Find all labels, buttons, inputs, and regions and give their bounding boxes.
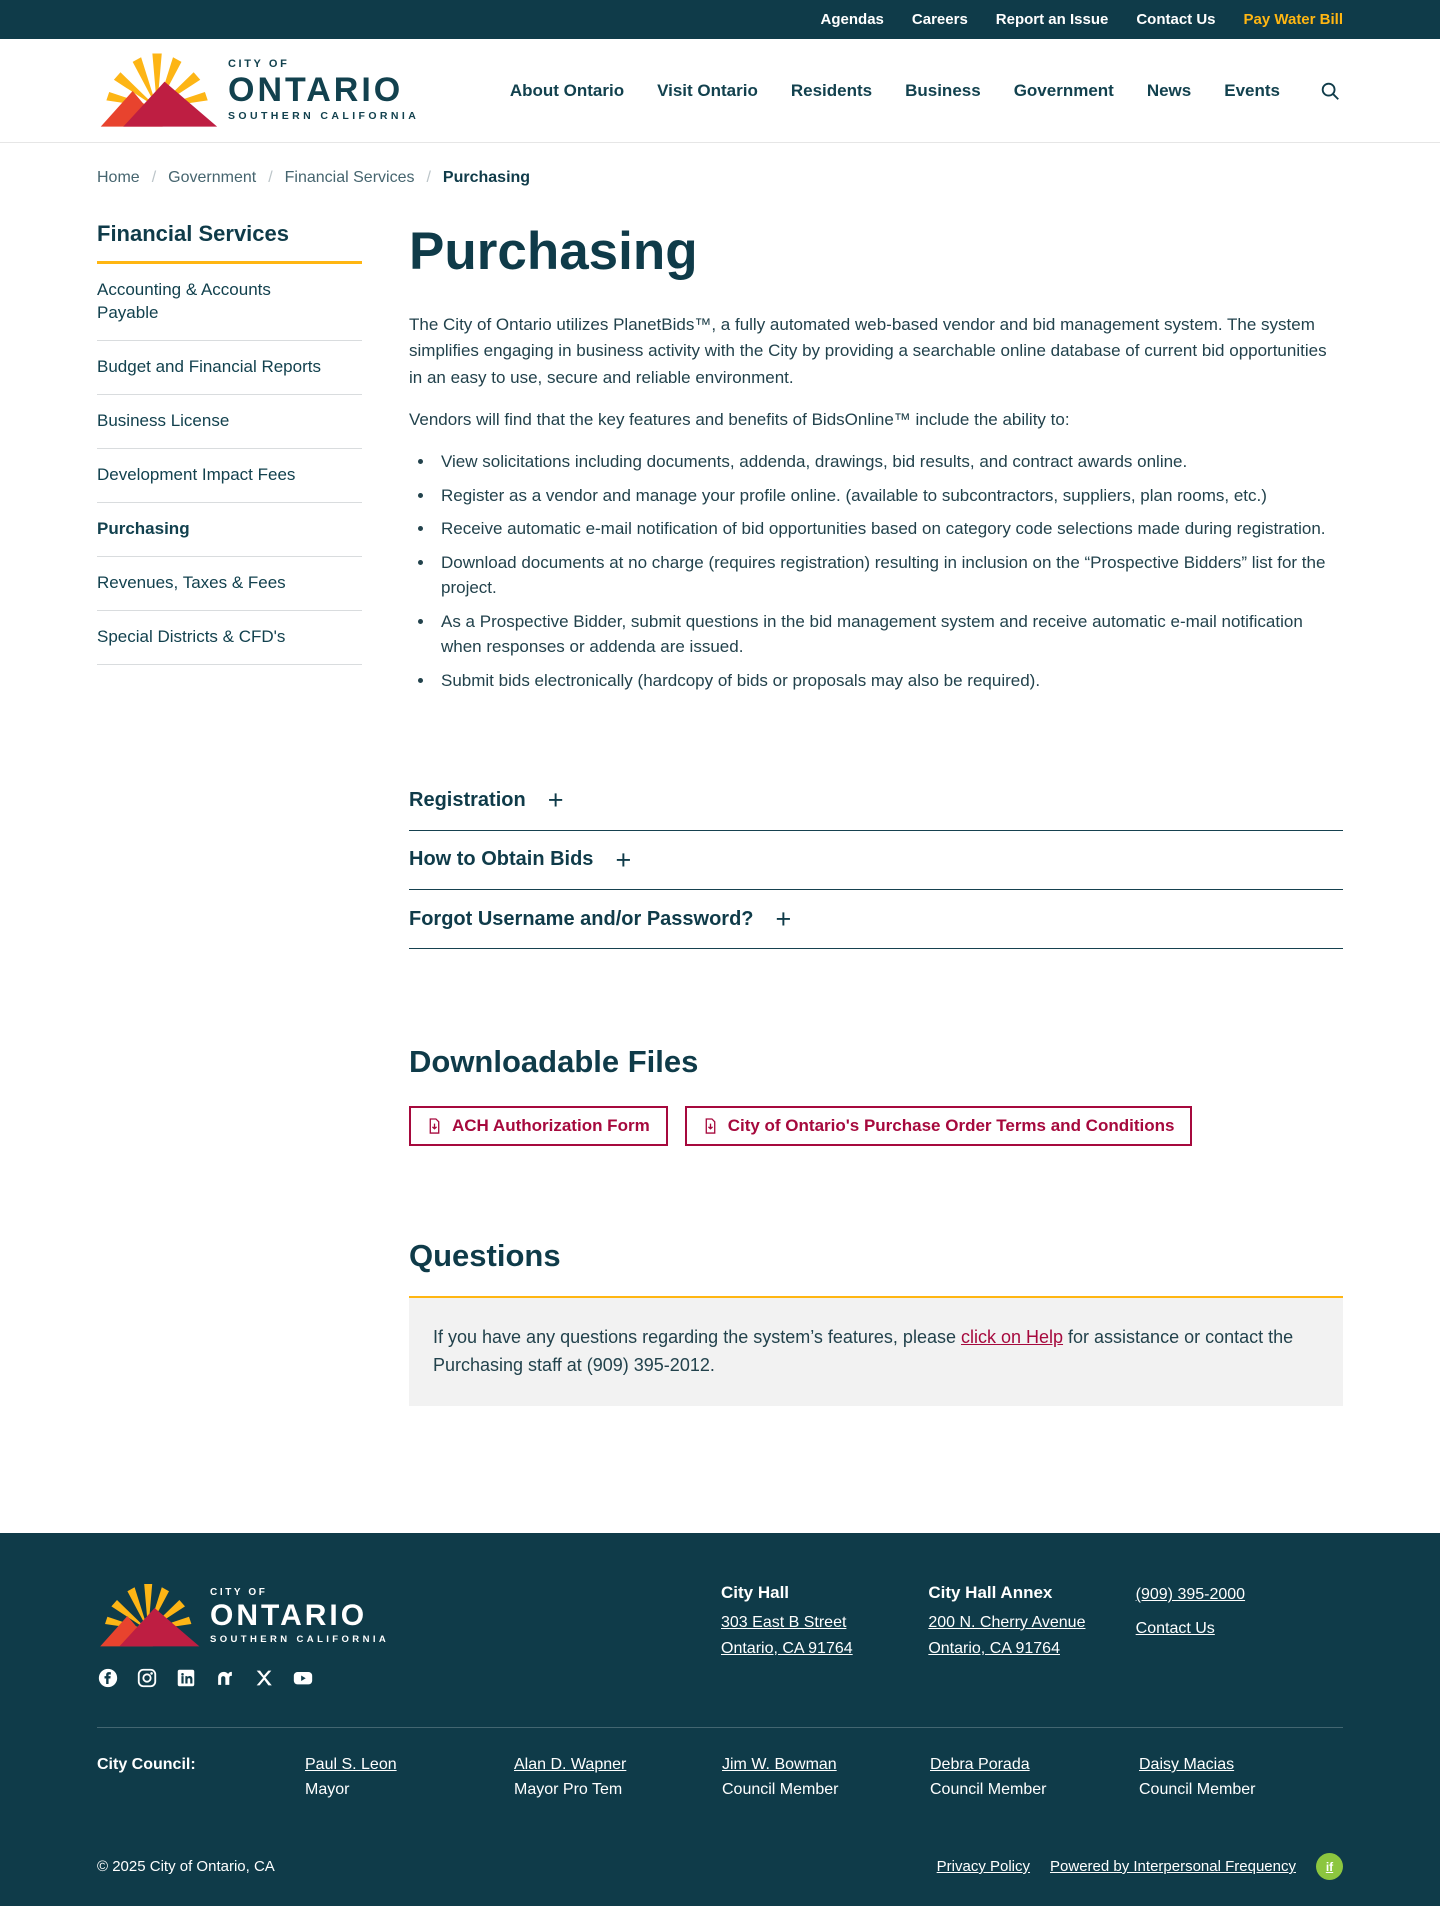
footer-contact <box>1136 1583 1343 1689</box>
page-body <box>0 221 1440 1533</box>
privacy-policy-link[interactable]: Privacy Policy <box>936 1858 1031 1875</box>
sidebar-list <box>97 264 362 665</box>
sidebar-item-special-districts-cfds[interactable]: Special Districts & CFD's <box>97 611 362 665</box>
accordion-title: How to Obtain Bids <box>409 848 594 871</box>
questions-text-before: If you have any questions regarding the system’s features, please <box>433 1327 961 1348</box>
sidebar-title: Financial Services <box>97 221 362 264</box>
breadcrumb <box>0 143 1440 187</box>
breadcrumb-separator: / <box>151 169 157 186</box>
footer-bottom <box>97 1853 1343 1880</box>
breadcrumb-current: Purchasing <box>442 169 531 186</box>
sidebar-item-development-impact-fees[interactable]: Development Impact Fees <box>97 449 362 503</box>
download-button-label: ACH Authorization Form <box>452 1116 650 1136</box>
download-button-label: City of Ontario's Purchase Order Terms and Conditions <box>727 1116 1175 1136</box>
footer-top <box>97 1583 1343 1689</box>
council-member <box>722 1756 930 1799</box>
powered-by-link[interactable]: Powered by Interpersonal Frequency <box>1050 1858 1296 1875</box>
click-on-help-link[interactable]: click on Help <box>960 1327 1064 1348</box>
annex-address-link[interactable]: 200 N. Cherry Avenue <box>928 1614 1086 1631</box>
sidebar-item-revenues-taxes-fees[interactable]: Revenues, Taxes & Fees <box>97 557 362 611</box>
feature-item: • Download documents at no charge (requires registration) resulting in inclusion on the “Prospective Bidders” list for the project. <box>435 550 1343 601</box>
nav-government[interactable]: Government <box>1013 80 1114 100</box>
page-title: Purchasing <box>409 222 698 281</box>
download-buttons <box>409 1106 1343 1146</box>
breadcrumb-separator: / <box>426 169 431 186</box>
breadcrumb-financial-services[interactable]: Financial Services <box>284 169 415 186</box>
council-member-role: Council Member <box>1139 1781 1256 1798</box>
plus-icon: + <box>615 844 632 875</box>
questions-section <box>409 1238 1343 1406</box>
topbar-link-contact-us[interactable]: Contact Us <box>1136 11 1216 28</box>
accordion-registration[interactable] <box>409 771 1343 830</box>
city-hall-title: City Hall <box>721 1583 790 1602</box>
download-icon <box>427 1118 442 1134</box>
topbar-link-pay-water-bill[interactable]: Pay Water Bill <box>1243 11 1343 28</box>
search-icon <box>1319 80 1341 102</box>
council-member-name[interactable]: Alan D. Wapner <box>514 1756 627 1773</box>
interpersonal-frequency-icon[interactable]: if <box>1316 1853 1343 1880</box>
intro-paragraph: The City of Ontario utilizes PlanetBids™, a fully automated web-based vendor and bid management system. The system simplifies engaging in business activity with the City by providing a searchable online database of current bid opportunities in an easy to use, secure and reliable environment. <box>409 315 1327 387</box>
footer-city-hall-annex <box>928 1583 1135 1689</box>
instagram-icon[interactable] <box>136 1667 158 1689</box>
council-member-role: Council Member <box>722 1781 839 1798</box>
copyright: © 2025 City of Ontario, CA <box>97 1858 275 1875</box>
annex-city-link[interactable]: Ontario, CA 91764 <box>928 1640 1060 1657</box>
council-member <box>514 1756 722 1799</box>
breadcrumb-government[interactable]: Government <box>168 169 257 186</box>
city-council-row <box>97 1756 1343 1799</box>
feature-item: • Submit bids electronically (hardcopy of bids or proposals may also be required). <box>435 668 1343 694</box>
footer-divider <box>97 1727 1343 1728</box>
sidebar-item-accounting-accounts-payable[interactable]: Accounting & Accounts Payable <box>97 264 362 341</box>
breadcrumb-separator: / <box>268 169 273 186</box>
main-content <box>409 221 1343 1406</box>
linkedin-icon[interactable] <box>175 1667 197 1689</box>
logo-name: ONTARIO <box>228 71 404 110</box>
city-hall-address-link[interactable]: 303 East B Street <box>721 1614 847 1631</box>
contact-us-link[interactable]: Contact Us <box>1135 1620 1215 1637</box>
logo-name: ONTARIO <box>210 1598 368 1632</box>
download-icon <box>703 1118 718 1134</box>
sidebar <box>97 221 362 665</box>
sidebar-item-budget-financial-reports[interactable]: Budget and Financial Reports <box>97 341 362 395</box>
city-hall-annex-title: City Hall Annex <box>928 1583 1053 1602</box>
logo-city-of: CITY OF <box>228 58 290 71</box>
plus-icon: + <box>547 785 564 816</box>
city-council-label: City Council: <box>97 1756 196 1773</box>
footer-city-hall <box>721 1583 928 1689</box>
logo-tagline: SOUTHERN CALIFORNIA <box>228 110 420 123</box>
plus-icon: + <box>775 903 792 934</box>
council-member-name[interactable]: Daisy Macias <box>1139 1756 1235 1773</box>
features-list <box>417 449 1343 693</box>
logo-text <box>228 59 419 122</box>
x-icon[interactable] <box>253 1667 275 1689</box>
accordion-forgot-username-password[interactable] <box>409 890 1343 949</box>
city-hall-city-link[interactable]: Ontario, CA 91764 <box>721 1640 853 1657</box>
ach-authorization-form-button[interactable] <box>409 1106 668 1146</box>
footer-logo-text <box>210 1588 389 1645</box>
footer-brand <box>97 1583 721 1689</box>
council-member <box>1139 1756 1343 1799</box>
downloadable-files-section <box>409 1044 1343 1146</box>
logo-city-of: CITY OF <box>210 1586 268 1598</box>
nav-news[interactable]: News <box>1146 80 1192 100</box>
downloadable-files-title: Downloadable Files <box>409 1044 699 1080</box>
social-links <box>97 1667 721 1689</box>
accordion-how-to-obtain-bids[interactable] <box>409 831 1343 890</box>
questions-text-after: for assistance or contact the Purchasing staff at (909) 395-2012. <box>433 1327 1294 1376</box>
logo-tagline: SOUTHERN CALIFORNIA <box>210 1633 390 1645</box>
topbar-link-careers[interactable]: Careers <box>911 11 968 28</box>
site-footer <box>0 1533 1440 1906</box>
facebook-icon[interactable] <box>97 1667 119 1689</box>
council-member <box>305 1756 514 1799</box>
topbar-link-agendas[interactable]: Agendas <box>820 11 884 28</box>
council-member-role: Council Member <box>930 1781 1047 1798</box>
questions-title: Questions <box>409 1238 561 1274</box>
main-nav <box>510 78 1343 104</box>
sidebar-item-purchasing[interactable]: Purchasing <box>97 503 362 557</box>
council-member <box>930 1756 1139 1799</box>
accordion-title: Forgot Username and/or Password? <box>409 907 754 930</box>
sidebar-item-business-license[interactable]: Business License <box>97 395 362 449</box>
council-member-role: Mayor <box>305 1781 350 1798</box>
sun-mountain-logo-icon <box>97 1583 201 1649</box>
nav-events[interactable]: Events <box>1224 80 1280 100</box>
accordion-title: Registration <box>409 789 526 812</box>
purchase-order-terms-button[interactable] <box>685 1106 1193 1146</box>
feature-item: • Register as a vendor and manage your profile online. (available to subcontractors, suppliers, plan rooms, etc.) <box>435 483 1343 509</box>
feature-item: • View solicitations including documents, addenda, drawings, bid results, and contract awards online. <box>435 449 1343 475</box>
nav-residents[interactable]: Residents <box>790 80 873 100</box>
features-lead-paragraph: Vendors will find that the key features and benefits of BidsOnline™ include the ability to: <box>409 410 1070 430</box>
council-member-name[interactable]: Paul S. Leon <box>305 1756 397 1773</box>
nextdoor-icon[interactable] <box>214 1667 236 1689</box>
city-logo[interactable] <box>97 53 419 129</box>
council-member-name[interactable]: Debra Porada <box>930 1756 1030 1773</box>
utility-bar <box>0 0 1440 39</box>
topbar-link-report-an-issue[interactable]: Report an Issue <box>995 11 1109 28</box>
phone-link[interactable]: (909) 395-2000 <box>1135 1586 1246 1603</box>
youtube-icon[interactable] <box>292 1667 314 1689</box>
council-member-name[interactable]: Jim W. Bowman <box>722 1756 837 1773</box>
site-header <box>0 39 1440 143</box>
questions-callout <box>409 1296 1343 1406</box>
council-member-role: Mayor Pro Tem <box>514 1781 623 1798</box>
feature-item: • As a Prospective Bidder, submit questions in the bid management system and receive automatic e-mail notification when responses or addenda are issued. <box>435 609 1343 660</box>
nav-visit-ontario[interactable]: Visit Ontario <box>657 80 758 100</box>
feature-item: • Receive automatic e-mail notification of bid opportunities based on category code selections made during registration. <box>435 516 1343 542</box>
search-button[interactable] <box>1317 78 1343 104</box>
sun-mountain-logo-icon <box>97 53 219 129</box>
footer-city-logo[interactable] <box>97 1583 721 1649</box>
nav-about-ontario[interactable]: About Ontario <box>509 80 625 100</box>
nav-business[interactable]: Business <box>905 80 981 100</box>
accordion-group <box>409 771 1343 949</box>
breadcrumb-home[interactable]: Home <box>97 169 140 186</box>
